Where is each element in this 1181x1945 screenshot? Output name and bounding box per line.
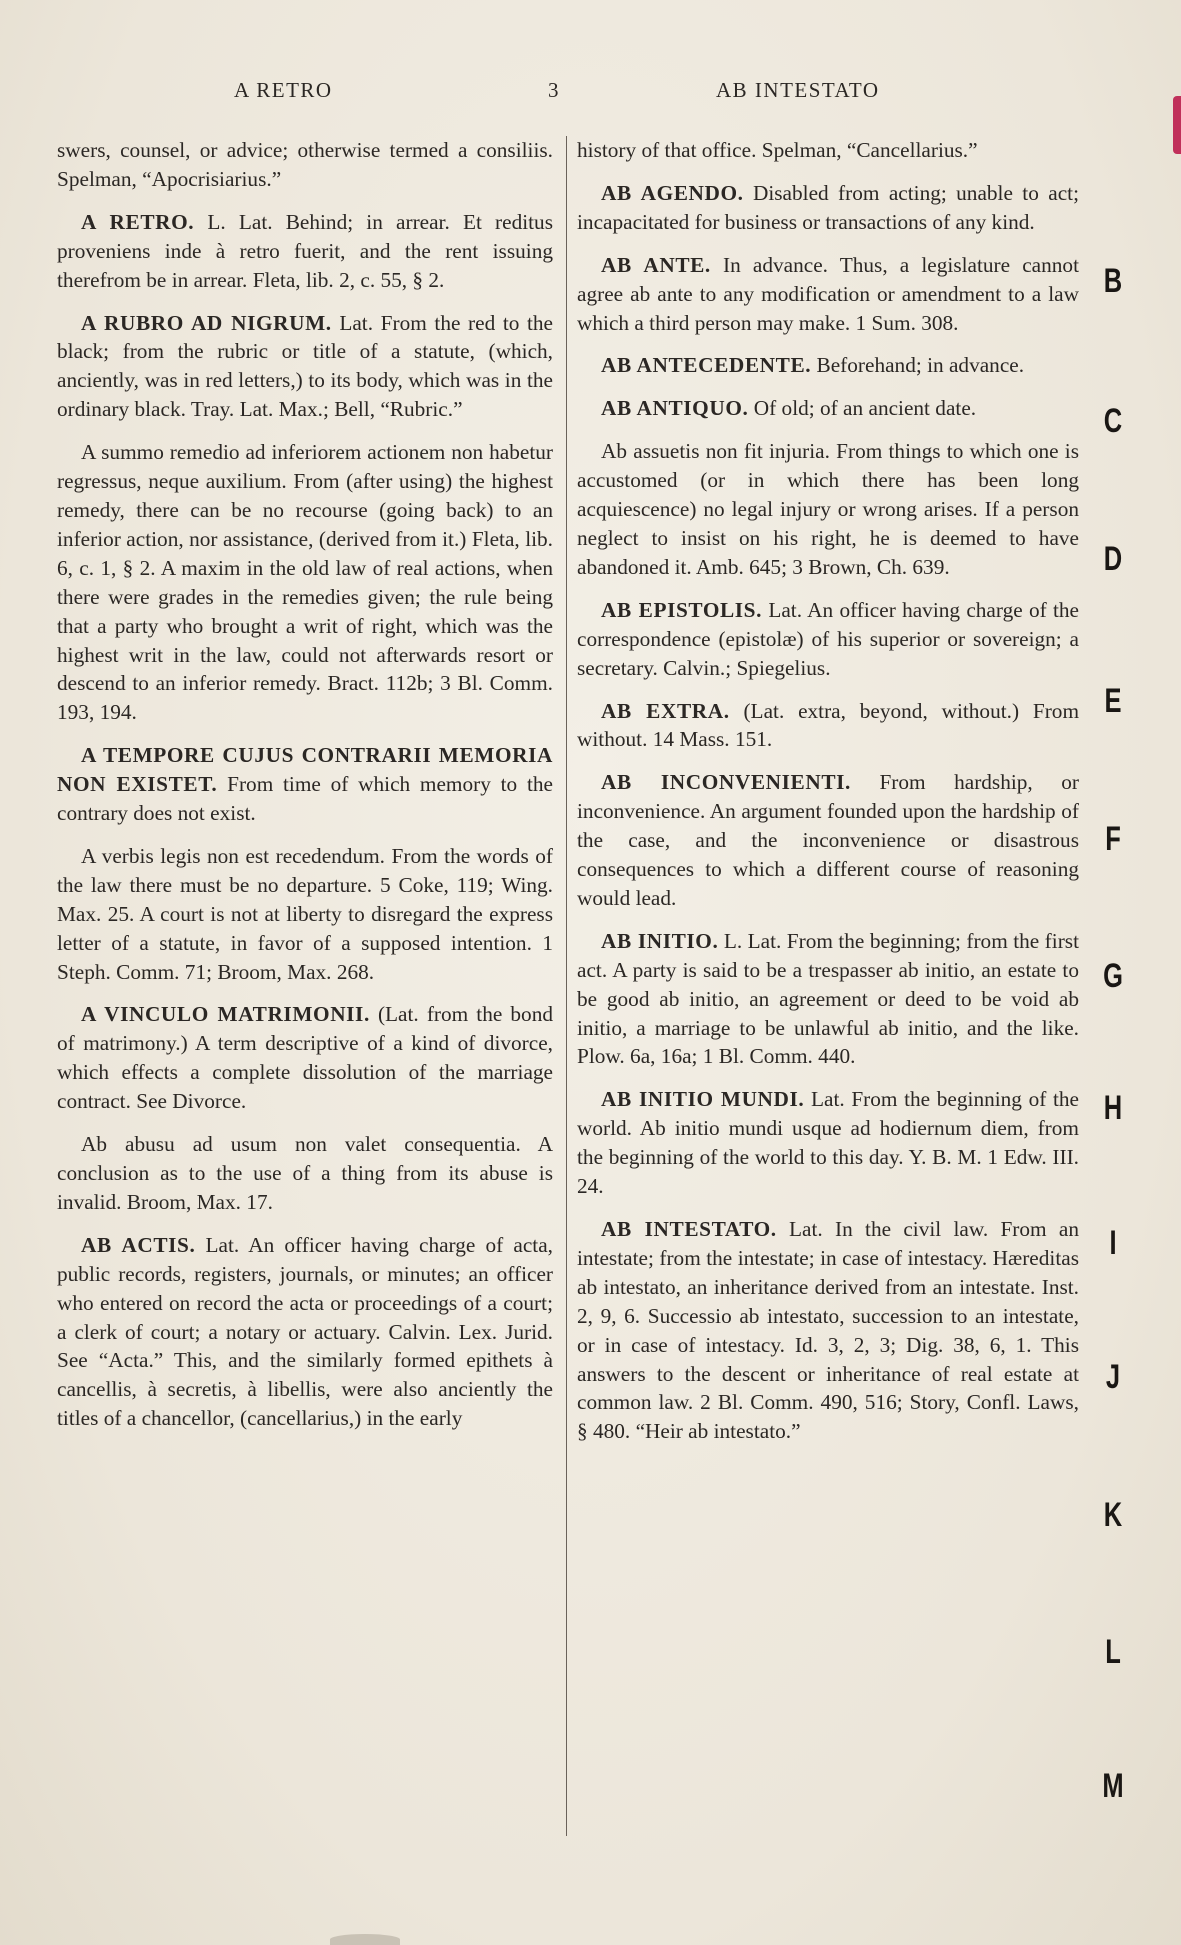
header-last-entry: AB INTESTATO bbox=[716, 78, 880, 102]
entry-ab-abusu: Ab abusu ad usum non valet consequentia. A conclusion as to the use of a thing from its abuse is invalid. Broom, Max. 17. bbox=[57, 1132, 553, 1214]
thumb-index-letter[interactable]: M bbox=[1102, 1767, 1124, 1805]
entry-a-summo-remedio: A summo remedio ad inferiorem actionem non habetur regressus, neque auxilium. From (after using) the highest remedy, there can be no recourse (going back) to an inferior action, nor assistance, (derived from it.) Fleta, lib. 6, c. 1, § 2. A maxim in the old law of real actions, when there were grades in the remedies given; the rule being that a party who brought a writ of right, which was the highest writ in the law, could not afterwards resort or descend to an inferior remedy. Bract. 112b; 3 Bl. Comm. 193, 194. bbox=[57, 440, 553, 725]
thumb-index-letter[interactable]: I bbox=[1109, 1224, 1117, 1262]
thumb-index-letter[interactable]: L bbox=[1105, 1633, 1121, 1671]
thumb-index-letter[interactable]: D bbox=[1103, 540, 1123, 578]
entry-a-verbis-legis: A verbis legis non est recedendum. From the words of the law there must be no departure. 5 Coke, 119; Wing. Max. 25. A court is not at liberty to disregard the express letter of a statute, in favor of a supposed intention. 1 Steph. Comm. 71; Broom, Max. 268. bbox=[57, 843, 553, 984]
column-divider bbox=[566, 136, 567, 1836]
entry-ab-assuetis: Ab assuetis non fit injuria. From things to which one is accustomed (or in which there has been long acquiescence) no legal injury or wrong arises. If a person neglect to insist on his right, he is deemed to have abandoned it. Amb. 645; 3 Brown, Ch. 639. bbox=[577, 439, 1079, 579]
thumb-index-letter[interactable]: B bbox=[1103, 262, 1123, 300]
left-column bbox=[57, 136, 553, 1447]
entry-ab-agendo: AB AGENDO. Disabled from acting; unable to act; incapacitated for business or transactions of any kind. bbox=[577, 180, 1079, 234]
page-number: 3 bbox=[548, 78, 560, 102]
entry-ab-ante: AB ANTE. In advance. Thus, a legislature cannot agree ab ante to any modification or amendment to a law which a third person may make. 1 Sum. 308. bbox=[577, 252, 1079, 335]
running-header bbox=[0, 78, 1181, 108]
header-first-entry: A RETRO bbox=[234, 78, 333, 102]
thumb-index-letter[interactable]: J bbox=[1105, 1358, 1121, 1396]
entry-a-vinculo-matrimonii: A VINCULO MATRIMONII. (Lat. from the bond of matrimony.) A term descriptive of a kind of divorce, which effects a complete dissolution of the marriage contract. See Divorce. bbox=[57, 1002, 553, 1114]
thumb-index bbox=[1093, 0, 1133, 1945]
entry-continuation: swers, counsel, or advice; otherwise termed a consiliis. Spelman, “Apocrisiarius.” bbox=[57, 138, 553, 191]
entry-a-retro: A RETRO. L. Lat. Behind; in arrear. Et reditus proveniens inde à retro fuerit, and the rent issuing therefrom be in arrear. Fleta, lib. 2, c. 55, § 2. bbox=[57, 209, 553, 292]
entry-ab-actis: AB ACTIS. Lat. An officer having charge of acta, public records, registers, journals, or minutes; an officer who entered on record the acta or proceedings of a court; a clerk of court; a notary or actuary. Calvin. Lex. Jurid. See “Acta.” This, and the similarly formed epithets à cancellis, à secretis, à libellis, were also anciently the titles of a chancellor, (cancellarius,) in the early bbox=[57, 1232, 553, 1431]
thumb-index-letter[interactable]: C bbox=[1103, 402, 1123, 440]
entry-ab-inconvenienti: AB INCONVENIENTI. From hardship, or inconvenience. An argument founded upon the hardship of the case, and the inconvenience or disastrous consequences to which a different course of reasoning would lead. bbox=[577, 770, 1079, 910]
entry-a-rubro-ad-nigrum: A RUBRO AD NIGRUM. Lat. From the red to the black; from the rubric or title of a statute, (which, anciently, was in red letters,) to its body, which was in the ordinary black. Tray. Lat. Max.; Bell, “Rubric.” bbox=[57, 310, 554, 422]
page-edge-mark bbox=[1173, 96, 1181, 154]
thumb-index-letter[interactable]: E bbox=[1104, 682, 1122, 720]
page-smudge bbox=[330, 1934, 400, 1945]
entry-a-tempore: A TEMPORE CUJUS CONTRARII MEMORIA NON EXISTET. From time of which memory to the contrary does not exist. bbox=[57, 743, 553, 826]
thumb-index-letter[interactable]: F bbox=[1105, 820, 1121, 858]
thumb-index-letter[interactable]: K bbox=[1103, 1496, 1123, 1534]
entry-ab-epistolis: AB EPISTOLIS. Lat. An officer having charge of the correspondence (epistolæ) of his superior or sovereign; a secretary. Calvin.; Spiegelius. bbox=[577, 597, 1079, 680]
entry-ab-extra: AB EXTRA. (Lat. extra, beyond, without.) From without. 14 Mass. 151. bbox=[577, 698, 1080, 752]
entry-ab-initio-mundi: AB INITIO MUNDI. Lat. From the beginning of the world. Ab initio mundi usque ad hodiernum diem, from the beginning of the world to this day. Y. B. M. 1 Edw. III. 24. bbox=[577, 1087, 1079, 1199]
thumb-index-letter[interactable]: G bbox=[1103, 957, 1123, 995]
entry-continuation: history of that office. Spelman, “Cancellarius.” bbox=[577, 138, 978, 162]
entry-ab-antiquo: AB ANTIQUO. Of old; of an ancient date. bbox=[601, 396, 977, 421]
entry-ab-intestato: AB INTESTATO. Lat. In the civil law. From an intestate; from the intestate; in case of intestacy. Hæreditas ab intestato, an inheritance derived from an intestate. Inst. 2, 9, 6. Successio ab intestato, succession to an intestate, or in case of intestacy. Id. 3, 2, 3; Dig. 38, 6, 1. This answers to the descent or inheritance of real estate at common law. 2 Bl. Comm. 490, 516; Story, Confl. Laws, § 480. “Heir ab intestato.” bbox=[577, 1217, 1079, 1444]
entry-ab-antecedente: AB ANTECEDENTE. Beforehand; in advance. bbox=[601, 353, 1025, 378]
thumb-index-letter[interactable]: H bbox=[1103, 1089, 1123, 1127]
right-column bbox=[577, 136, 1079, 1460]
entry-ab-initio: AB INITIO. L. Lat. From the beginning; from the first act. A party is said to be a trespasser ab initio, an estate to be good ab initio, an agreement or deed to be void ab initio, a marriage to be unlawful ab initio, and the like. Plow. 6a, 16a; 1 Bl. Comm. 440. bbox=[577, 928, 1079, 1069]
